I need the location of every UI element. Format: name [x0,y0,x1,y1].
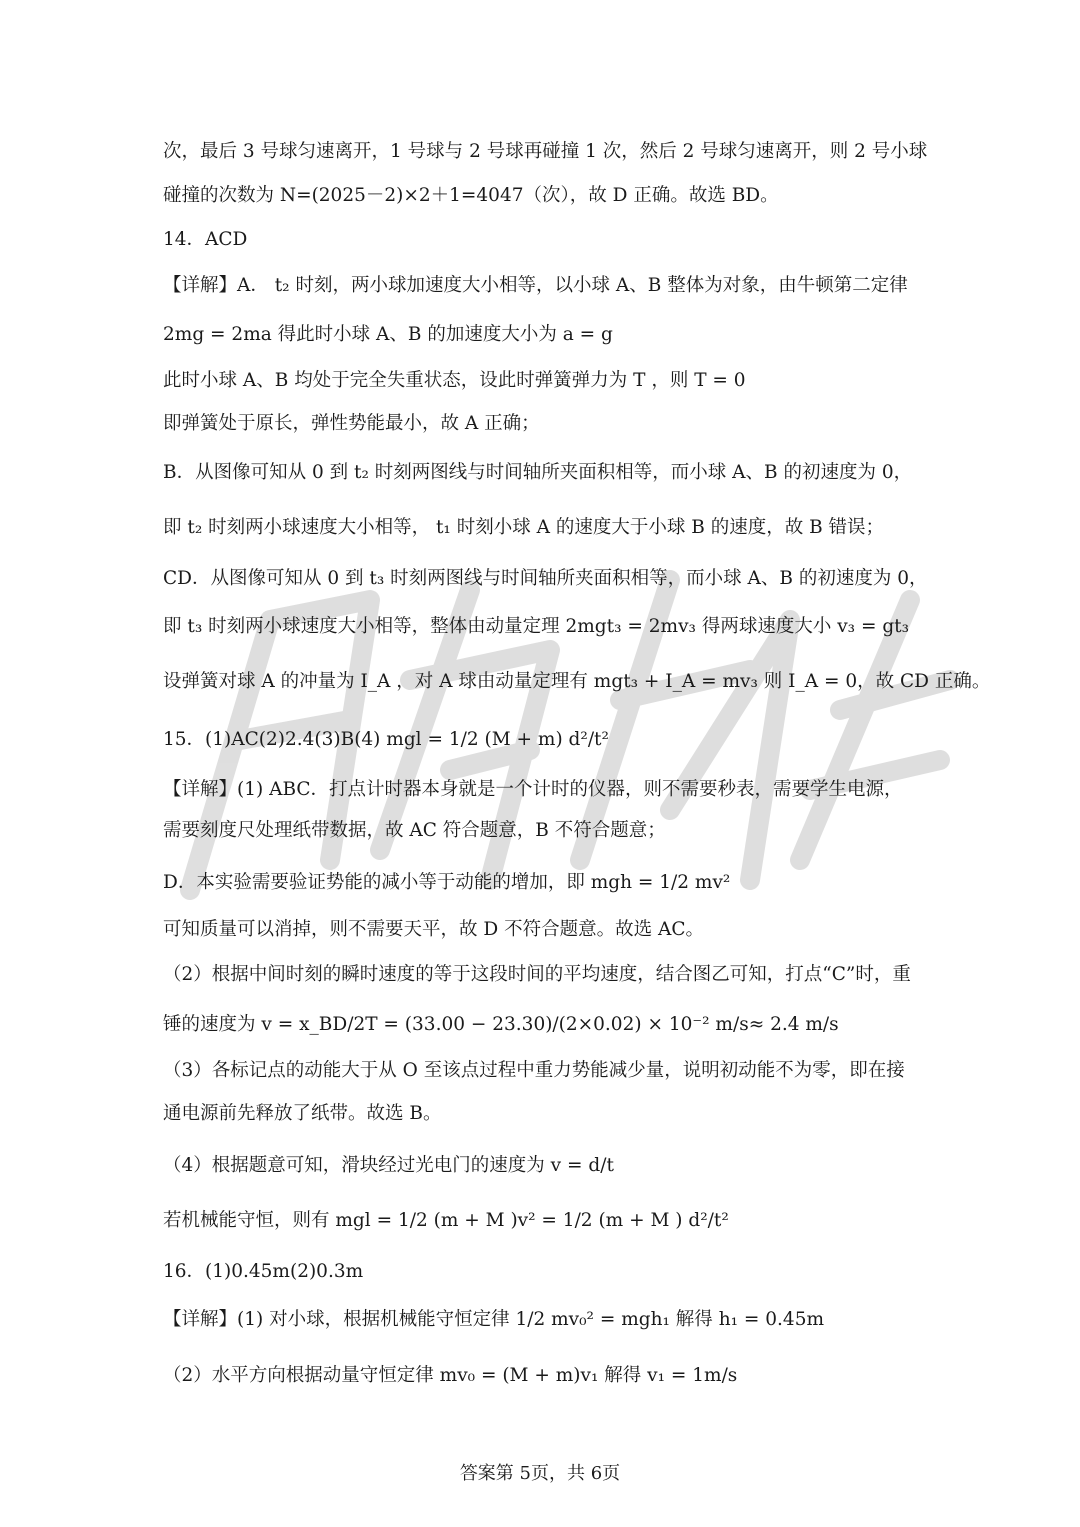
text-line-10: CD．从图像可知从 0 到 t₃ 时刻两图线与时间轴所夹面积相等，而小球 A、B 的初速度为 0， [163,568,928,589]
text-line-16: D．本实验需要验证势能的减小等于动能的增加，即 mgh = 1/2 mv² [163,872,731,893]
text-line-17: 可知质量可以消掉，则不需要天平，故 D 不符合题意。故选 AC。 [163,919,704,940]
text-line-23: 若机械能守恒，则有 mgl = 1/2 (m + M )v² = 1/2 (m + M ) d²/t² [163,1210,729,1231]
text-line-22: （4）根据题意可知，滑块经过光电门的速度为 v = d/t [163,1155,614,1176]
text-line-9: 即 t₂ 时刻两小球速度大小相等， t₁ 时刻小球 A 的速度大于小球 B 的速度，故 B 错误； [163,517,885,538]
text-line-4: 【详解】A． t₂ 时刻，两小球加速度大小相等，以小球 A、B 整体为对象，由牛顿第二定律 [163,275,908,296]
text-line-26: （2）水平方向根据动量守恒定律 mv₀ = (M + m)v₁ 解得 v₁ = 1m/s [163,1365,738,1386]
text-line-14: 【详解】(1) ABC．打点计时器本身就是一个计时的仪器，则不需要秒表，需要学生电源， [163,779,903,800]
question-14-answer: 14．ACD [163,229,248,250]
text-line-19: 锤的速度为 v = x_BD/2T = (33.00 − 23.30)/(2×0.02) × 10⁻² m/s≈ 2.4 m/s [163,1014,839,1035]
text-line-11: 即 t₃ 时刻两小球速度大小相等，整体由动量定理 2mgt₃ = 2mv₃ 得两球速度大小 v₃ = gt₃ [163,616,910,637]
question-16-answer: 16．(1)0.45m(2)0.3m [163,1261,364,1282]
text-line-15: 需要刻度尺处理纸带数据，故 AC 符合题意，B 不符合题意； [163,820,666,841]
text-line-1: 次，最后 3 号球匀速离开，1 号球与 2 号球再碰撞 1 次，然后 2 号球匀速离开，则 2 号小球 [163,141,928,162]
text-line-12: 设弹簧对球 A 的冲量为 I_A ，对 A 球由动量定理有 mgt₃ + I_A = mv₃ 则 I_A = 0，故 CD 正确。 [163,671,991,692]
page-footer: 答案第 5页，共 6页 [459,1463,621,1484]
text-line-18: （2）根据中间时刻的瞬时速度的等于这段时间的平均速度，结合图乙可知，打点“C”时，重 [163,964,911,985]
text-line-7: 即弹簧处于原长，弹性势能最小，故 A 正确； [163,413,540,434]
question-15-answer: 15．(1)AC(2)2.4(3)B(4) mgl = 1/2 (M + m) d²/t² [163,729,609,750]
text-line-5: 2mg = 2ma 得此时小球 A、B 的加速度大小为 a = g [163,324,613,345]
text-line-21: 通电源前先释放了纸带。故选 B。 [163,1103,442,1124]
text-line-2: 碰撞的次数为 N=(2025－2)×2＋1=4047（次），故 D 正确。故选 BD。 [163,185,779,206]
text-line-6: 此时小球 A、B 均处于完全失重状态，设此时弹簧弹力为 T ，则 T = 0 [163,370,746,391]
text-line-25: 【详解】(1) 对小球，根据机械能守恒定律 1/2 mv₀² = mgh₁ 解得 h₁ = 0.45m [163,1309,825,1330]
text-line-20: （3）各标记点的动能大于从 O 至该点过程中重力势能减少量，说明初动能不为零，即在接 [163,1060,905,1081]
text-line-8: B．从图像可知从 0 到 t₂ 时刻两图线与时间轴所夹面积相等，而小球 A、B 的初速度为 0， [163,462,913,483]
